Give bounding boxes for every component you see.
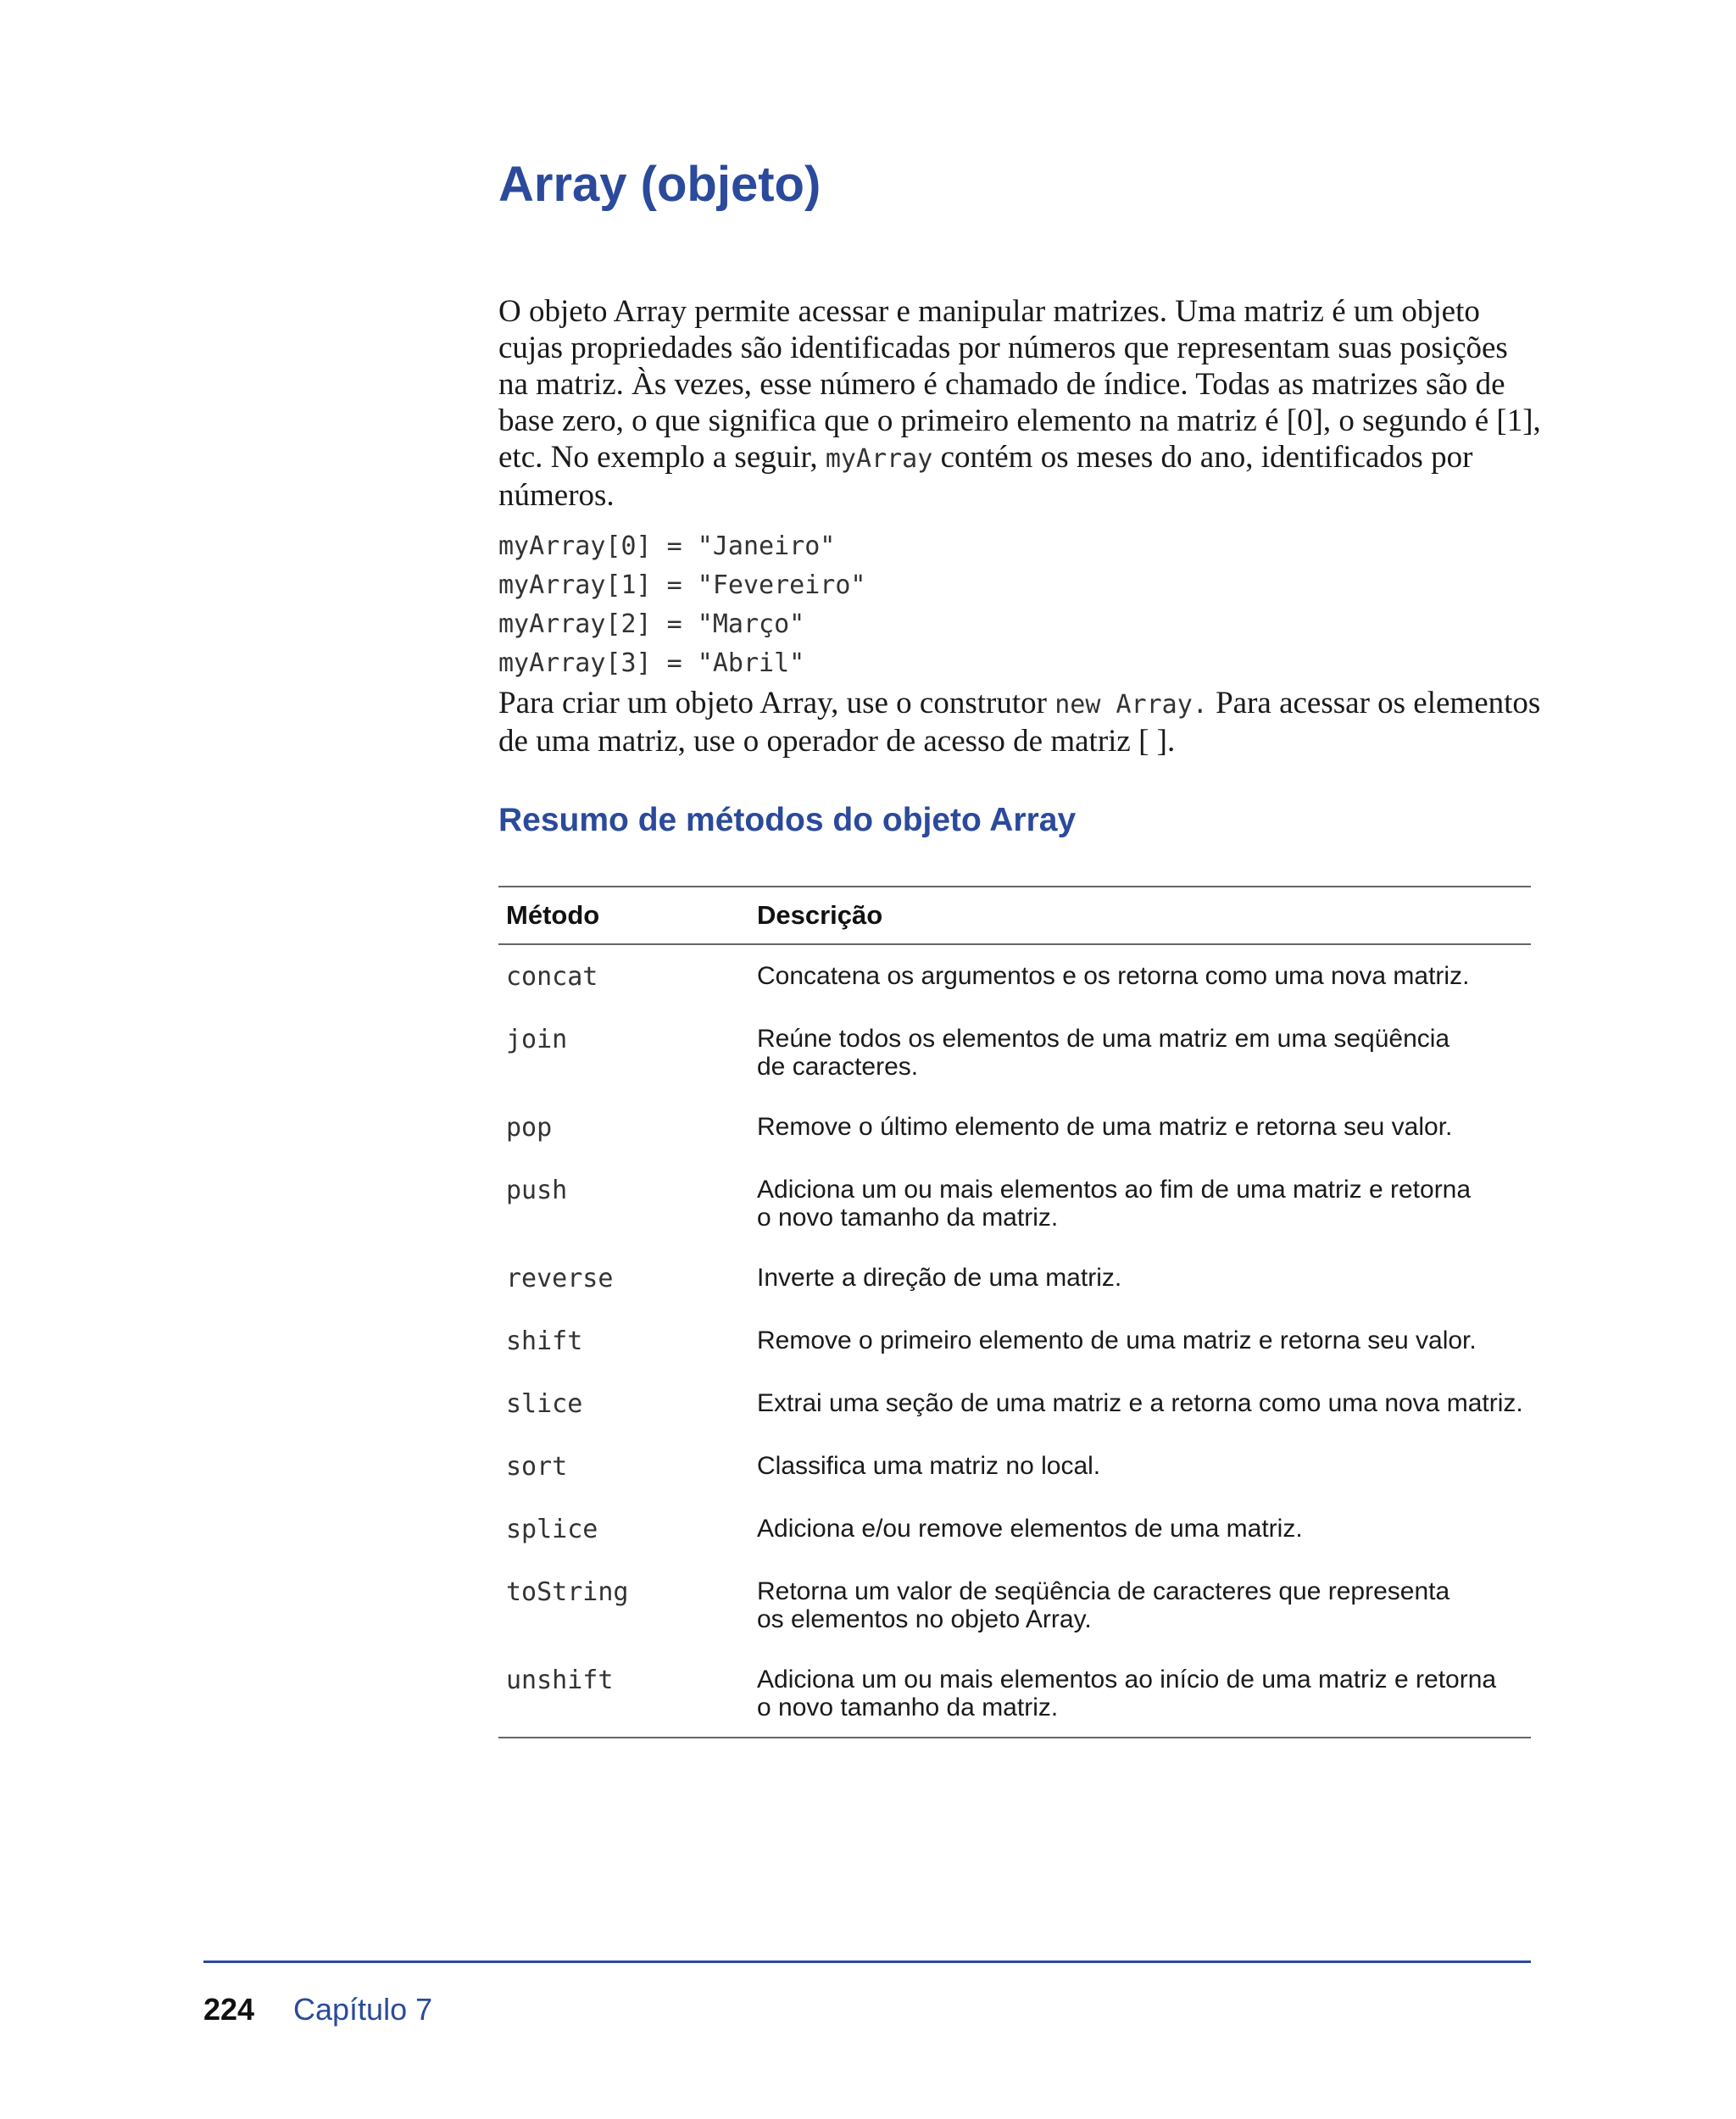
header-description: Descrição: [757, 900, 883, 930]
section-heading: Resumo de métodos do objeto Array: [498, 802, 1077, 838]
table-row: [498, 1096, 1531, 1159]
method-description: Adiciona um ou mais elementos ao fim de uma matriz e retorna o novo tamanho da matriz.: [757, 1176, 1472, 1232]
page-title: Array (objeto): [498, 157, 821, 212]
code-line: myArray[2] = "Março": [498, 609, 805, 639]
footer-divider: [203, 1960, 1531, 1963]
table-header: [498, 887, 1531, 945]
table-row: [498, 1310, 1531, 1372]
method-description: Concatena os argumentos e os retorna como uma nova matriz.: [757, 962, 1470, 990]
constructor-text: Para criar um objeto Array, use o construtor: [498, 686, 1055, 720]
table-row: [498, 1649, 1531, 1737]
method-description: Extrai uma seção de uma matriz e a retorna como uma nova matriz.: [757, 1389, 1523, 1417]
table-row: [498, 945, 1531, 1008]
code-line: myArray[3] = "Abril": [498, 648, 805, 678]
inline-code: myArray: [825, 444, 933, 474]
method-name: concat: [506, 962, 598, 992]
method-name: unshift: [506, 1666, 614, 1695]
method-name: shift: [506, 1326, 583, 1356]
code-line: myArray[0] = "Janeiro": [498, 531, 836, 561]
method-description: Remove o último elemento de uma matriz e retorna seu valor.: [757, 1113, 1453, 1141]
method-name: splice: [506, 1515, 598, 1544]
table-row: [498, 1159, 1531, 1247]
method-name: reverse: [506, 1264, 614, 1293]
method-description: Classifica uma matriz no local.: [757, 1452, 1101, 1480]
page-number: 224: [203, 1992, 255, 2027]
method-description: Reúne todos os elementos de uma matriz em uma seqüência de caracteres.: [757, 1025, 1450, 1081]
method-description: Inverte a direção de uma matriz.: [757, 1264, 1122, 1292]
constructor-text-end: Para acessar os elementos de uma matriz, use o operador de acesso de matriz [ ].: [498, 686, 1541, 759]
intro-text-end: contém os meses do ano, identificados por números.: [498, 440, 1473, 513]
methods-table: [498, 886, 1531, 1738]
method-description: Remove o primeiro elemento de uma matriz e retorna seu valor.: [757, 1326, 1477, 1354]
table-row: [498, 1560, 1531, 1649]
table-row: [498, 1247, 1531, 1310]
intro-paragraph: [498, 293, 1541, 514]
method-name: pop: [506, 1113, 553, 1143]
inline-code: new Array.: [1054, 690, 1208, 720]
header-method: Método: [506, 900, 600, 930]
code-line: myArray[1] = "Fevereiro": [498, 570, 866, 600]
method-name: slice: [506, 1389, 583, 1419]
table-row: [498, 1372, 1531, 1435]
table-row: [498, 1498, 1531, 1560]
chapter-label: Capítulo 7: [293, 1992, 433, 2027]
table-row: [498, 1008, 1531, 1096]
method-name: sort: [506, 1452, 568, 1482]
method-description: Adiciona e/ou remove elementos de uma matriz.: [757, 1515, 1303, 1543]
method-name: push: [506, 1176, 568, 1205]
method-description: Adiciona um ou mais elementos ao início de uma matriz e retorna o novo tamanho da matriz.: [757, 1666, 1497, 1721]
constructor-paragraph: [498, 685, 1541, 759]
intro-text: O objeto Array permite acessar e manipular matrizes. Uma matriz é um objeto cujas propriedades são identificadas por números que representam suas posições na matriz. Às vezes, esse número é chamado de índice. Todas as matrizes são de base zero, o que significa que o primeiro elemento na matriz é [0], o segundo é [1], etc. No exemplo a seguir,: [498, 294, 1541, 475]
method-name: join: [506, 1025, 568, 1054]
table-row: [498, 1435, 1531, 1498]
code-example: [498, 527, 865, 683]
method-description: Retorna um valor de seqüência de caracteres que representa os elementos no objeto Array.: [757, 1577, 1450, 1633]
method-name: toString: [506, 1577, 629, 1607]
